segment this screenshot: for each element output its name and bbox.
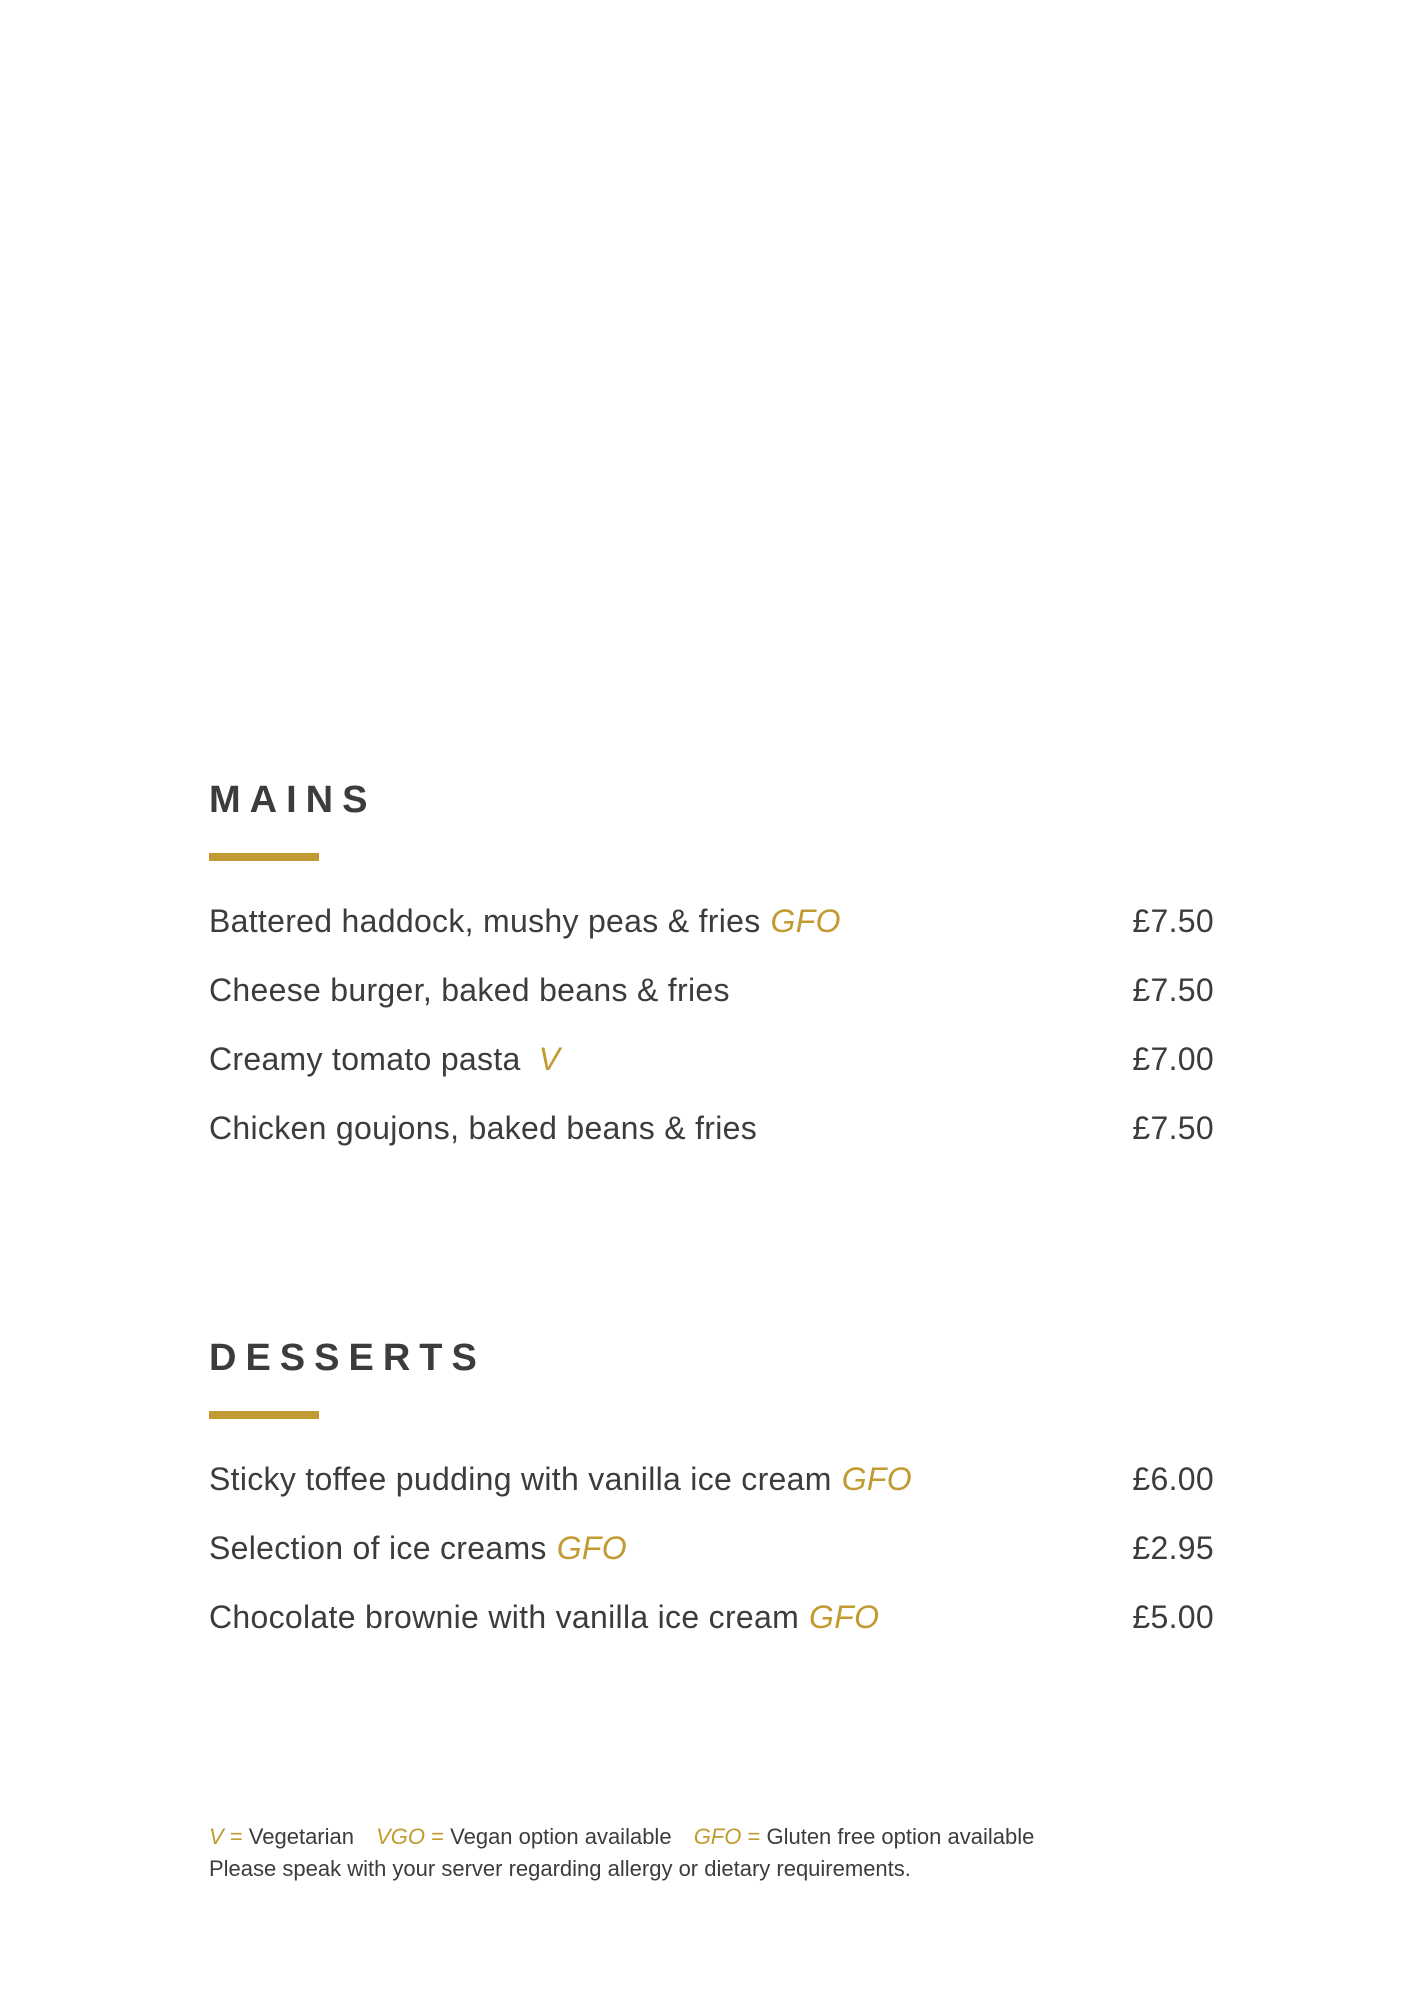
- menu-item-name-wrap: [209, 972, 740, 1009]
- menu-item-name: Sticky toffee pudding with vanilla ice cream: [209, 1461, 832, 1497]
- legend-equals: =: [747, 1824, 761, 1849]
- menu-item: [209, 1445, 1214, 1514]
- mains-section: [209, 770, 1214, 1163]
- menu-item-name-wrap: [209, 903, 841, 940]
- legend-label-v: Vegetarian: [248, 1824, 354, 1849]
- menu-item-price: £7.00: [1132, 1041, 1214, 1077]
- mains-heading: MAINS: [209, 779, 377, 821]
- dietary-tag: GFO: [841, 1461, 912, 1497]
- menu-item: [209, 1094, 1214, 1163]
- menu-item-name-wrap: [209, 1530, 627, 1567]
- menu-item-name-wrap: [209, 1461, 912, 1498]
- menu-item: [209, 887, 1214, 956]
- menu-item-price: £2.95: [1132, 1530, 1214, 1566]
- dietary-tag: V: [538, 1041, 561, 1077]
- menu-item: [209, 1025, 1214, 1094]
- legend-equals: =: [229, 1824, 243, 1849]
- dietary-legend: [209, 1821, 1034, 1885]
- menu-item-name: Battered haddock, mushy peas & fries: [209, 903, 761, 939]
- mains-heading-rule: [209, 853, 319, 861]
- allergy-note: Please speak with your server regarding allergy or dietary requirements.: [209, 1856, 911, 1881]
- legend-code-gfo: GFO: [693, 1824, 742, 1849]
- desserts-section: [209, 1328, 1214, 1652]
- menu-item: [209, 1514, 1214, 1583]
- menu-item: [209, 956, 1214, 1025]
- menu-item-name: Creamy tomato pasta: [209, 1041, 521, 1077]
- menu-item-name-wrap: [209, 1110, 767, 1147]
- legend-code-v: V: [209, 1824, 224, 1849]
- legend-label-vgo: Vegan option available: [450, 1824, 672, 1849]
- desserts-list: [209, 1445, 1214, 1652]
- menu-item-price: £5.00: [1132, 1599, 1214, 1635]
- menu-item-name: Selection of ice creams: [209, 1530, 547, 1566]
- legend-code-vgo: VGO: [376, 1824, 426, 1849]
- menu-item-name: Chocolate brownie with vanilla ice cream: [209, 1599, 800, 1635]
- menu-item-name: Chicken goujons, baked beans & fries: [209, 1110, 758, 1146]
- menu-item-name-wrap: [209, 1599, 879, 1636]
- dietary-tag: GFO: [556, 1530, 627, 1566]
- legend-label-gfo: Gluten free option available: [766, 1824, 1035, 1849]
- menu-item-price: £7.50: [1132, 1110, 1214, 1146]
- desserts-heading-rule: [209, 1411, 319, 1419]
- menu-item-name-wrap: [209, 1041, 560, 1078]
- menu-item-price: £7.50: [1132, 972, 1214, 1008]
- legend-line: [209, 1821, 1034, 1853]
- menu-item-name: Cheese burger, baked beans & fries: [209, 972, 730, 1008]
- mains-list: [209, 887, 1214, 1163]
- menu-item-price: £6.00: [1132, 1461, 1214, 1497]
- dietary-tag: GFO: [770, 903, 841, 939]
- desserts-heading: DESSERTS: [209, 1337, 486, 1379]
- menu-item: [209, 1583, 1214, 1652]
- dietary-tag: GFO: [809, 1599, 880, 1635]
- menu-item-price: £7.50: [1132, 903, 1214, 939]
- legend-equals: =: [431, 1824, 445, 1849]
